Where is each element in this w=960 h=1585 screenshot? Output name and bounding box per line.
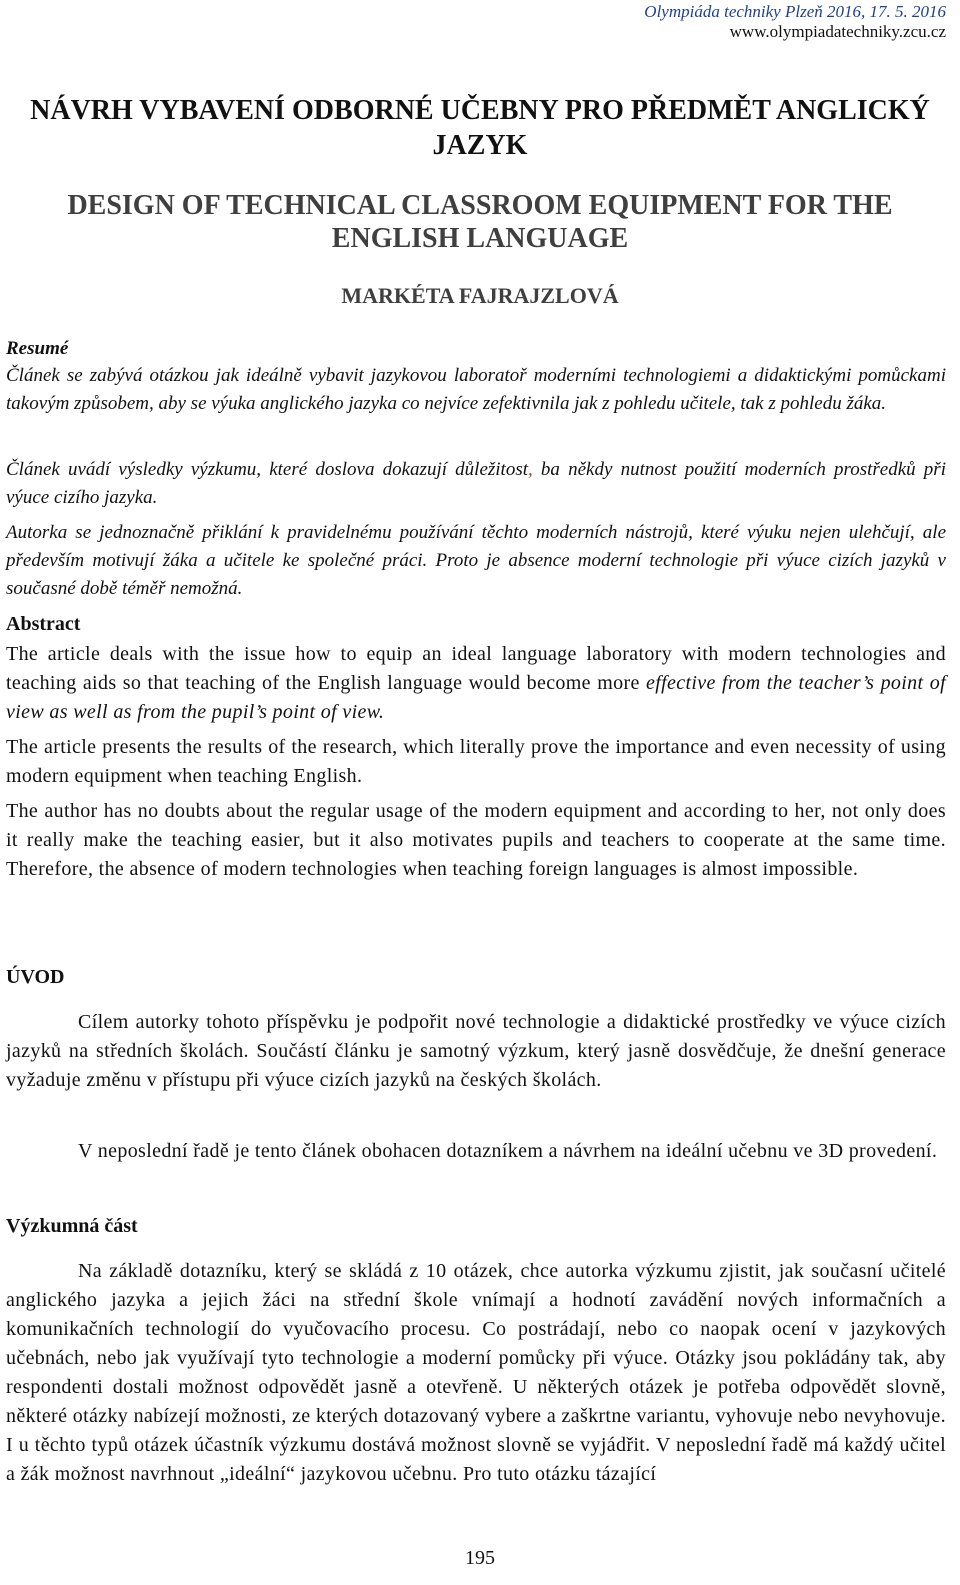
abstract-heading: Abstract (6, 613, 81, 635)
page-number: 195 (465, 1547, 495, 1569)
uvod-heading: ÚVOD (6, 966, 65, 988)
resume-paragraph-1: Článek se zabývá otázkou jak ideálně vybavit jazykovou laboratoř moderními technologiemi a didaktickými pomůckami takovým způsobem, aby se výuka anglického jazyka co nejvíce zefektivnila jak z pohledu učitele, tak z pohledu žáka. (6, 365, 946, 414)
uvod-paragraph-1: Cílem autorky tohoto příspěvku je podpořit nové technologie a didaktické prostředky ve výuce cizích jazyků na středních školách. Součástí článku je samotný výzkum, který jasně dosvědčuje, že dnešní generace vyžaduje změnu v přístupu při výuce cizích jazyků na českých školách. (6, 1011, 946, 1091)
resume-p2-text-a: Článek uvádí výsledky výzkumu, které doslova dokazují důležitost (6, 459, 529, 480)
abstract-paragraph-3: The author has no doubts about the regular usage of the modern equipment and according to her, not only does it really make the teaching easier, but it also motivates pupils and teachers to cooperate at the same time. Therefore, the absence of modern technologies when teaching foreign languages is almost impossible. (6, 800, 946, 880)
resume-paragraph-2 (6, 456, 946, 512)
header-event: Olympiáda techniky Plzeň 2016, 17. 5. 2016 (644, 2, 946, 21)
abstract-p1-text-b: effective from the teacher’s point of view as well as from the pupil’s point of view. (6, 672, 946, 723)
running-header (0, 2, 960, 42)
resume-paragraph-3: Autorka se jednoznačně přiklání k pravidelnému používání těchto moderních nástrojů, které výuku nejen ulehčují, ale především motivují žáka a učitele ke společné práci. Proto je absence moderní technologie při výuce cizích jazyků v současné době téměř nemožná. (6, 522, 946, 599)
abstract-paragraph-2: The article presents the results of the research, which literally prove the importance and even necessity of using modern equipment when teaching English. (6, 736, 946, 787)
uvod-paragraph-2: V neposlední řadě je tento článek obohacen dotazníkem a návrhem na ideální učebnu ve 3D provedení. (78, 1140, 938, 1162)
abstract-p1-text-a: The article deals with the issue how to equip an ideal language laboratory with modern technologies and teaching aids so that teaching of the English language would become more (6, 643, 946, 694)
header-url: www.olympiadatechniky.zcu.cz (729, 22, 946, 41)
research-paragraph-1: Na základě dotazníku, který se skládá z 10 otázek, chce autorka výzkumu zjistit, jak současní učitelé anglického jazyka a jejich žáci na střední škole vnímají a hodnotí zavádění nových informačních a komunikačních technologií do vyučovacího procesu. Co postrádají, nebo co naopak ocení v jazykových učebnách, nebo jak využívají tyto technologie a moderní pomůcky při výuce. Otázky jsou pokládány tak, aby respondenti dostali možnost odpovědět jasně a otevřeně. U některých otázek je potřeba odpovědět slovně, některé otázky nabízejí možnosti, ze kterých dotazovaný vybere a zaškrtne variantu, vyhovuje nebo nevyhovuje. I u těchto typů otázek účastník výzkumu dostává možnost slovně se vyjádřit. V neposlední řadě má každý učitel a žák možnost navrhnout „ideální“ jazykovou učebnu. Pro tuto otázku tázající (6, 1260, 946, 1485)
title-english: DESIGN OF TECHNICAL CLASSROOM EQUIPMENT FOR THE ENGLISH LANGUAGE (67, 190, 893, 254)
resume-p2-comma: , (528, 459, 533, 480)
research-heading: Výzkumná část (6, 1215, 138, 1237)
title-czech: NÁVRH VYBAVENÍ ODBORNÉ UČEBNY PRO PŘEDMĚT ANGLICKÝ JAZYK (30, 95, 930, 161)
author-name: MARKÉTA FAJRAJZLOVÁ (341, 283, 619, 308)
abstract-paragraph-1 (6, 640, 946, 727)
resume-p2-text-b: ba někdy nutnost použití moderních prostředků při výuce cizího jazyka. (6, 459, 946, 508)
resume-heading: Resumé (6, 338, 69, 359)
